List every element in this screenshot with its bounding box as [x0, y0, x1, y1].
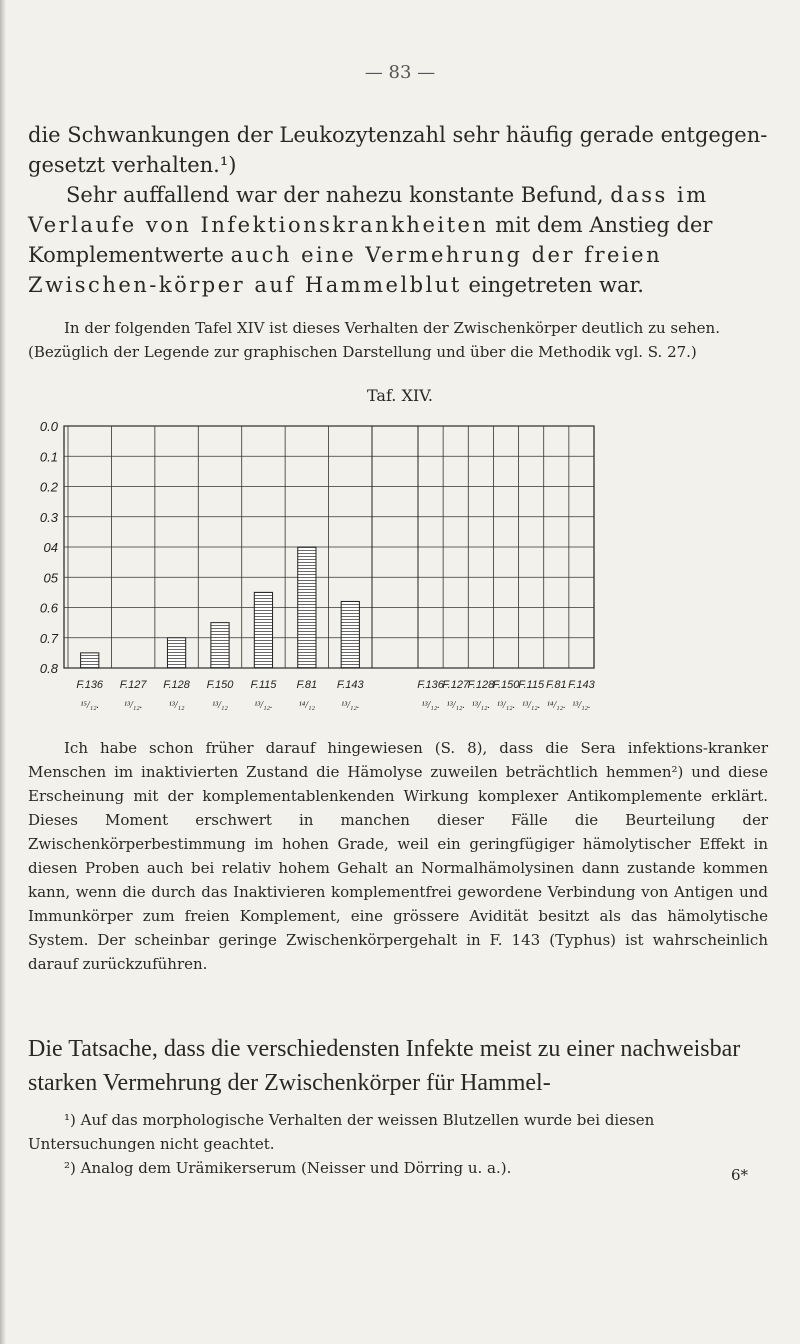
y-tick-label: 0.8 [39, 661, 58, 676]
right-group-category-label: F.128 [467, 679, 495, 691]
paragraph-conclusion: Die Tatsache, dass die verschiedensten Infekte meist zu einer nachweisbar starken Vermehrung der Zwischenkörper für Hammel- [28, 1036, 741, 1096]
left-group-date-label: ¹³/₁₂. [124, 700, 143, 711]
left-group-date-label: ¹⁵/₁₂. [80, 700, 100, 711]
paragraph-intro-line1: die Schwankungen der Leukozytenzahl sehr häufig gerade entgegen-gesetzt verhalten.¹) [28, 123, 768, 177]
right-group-category-label: F.127 [442, 679, 470, 691]
y-tick-label: 04 [43, 540, 58, 555]
paragraph-intro [28, 120, 768, 300]
left-group-category-label: F.150 [206, 679, 234, 691]
left-group-bar [254, 592, 272, 668]
paragraph-intro-text3: eingetreten war. [461, 273, 644, 297]
footnotes [28, 1108, 768, 1180]
left-group-bar [341, 601, 359, 668]
right-group-date-label: ¹³/₁₂. [421, 700, 440, 711]
table-title: Taf. XIV. [366, 386, 434, 405]
footnote-1: ¹) Auf das morphologische Verhalten der weissen Blutzellen wurde bei diesen Untersuchungen nicht geachtet. [28, 1111, 655, 1153]
left-group-category-label: F.127 [119, 679, 147, 691]
left-group-bar [211, 623, 229, 668]
bar-chart [28, 414, 728, 726]
left-group-date-label: ¹³/₁₂ [168, 700, 185, 711]
right-group-category-label: F.143 [568, 679, 595, 691]
right-group-category-label: F.81 [545, 679, 567, 691]
left-group-bar [81, 653, 99, 668]
paragraph-intro-text2: mit dem Anstieg der Komplementwerte [28, 213, 713, 267]
right-group-category-label: F.136 [417, 679, 444, 691]
left-group-date-label: ¹³/₁₂. [254, 700, 273, 711]
left-group-bar [298, 547, 316, 668]
y-tick-label: 0.3 [39, 509, 58, 525]
left-group-category-label: F.143 [336, 679, 364, 691]
right-group-date-label: ¹³/₁₂. [446, 700, 465, 711]
left-group-date-label: ¹³/₁₂ [212, 700, 228, 711]
left-group-bar [167, 638, 185, 668]
right-group-date-label: ¹³/₁₂. [522, 700, 541, 711]
paragraph-intro-text: Sehr auffallend war der nahezu konstante Befund, [66, 183, 611, 207]
left-group-category-label: F.115 [250, 679, 277, 691]
y-tick-label: 0.2 [39, 479, 58, 495]
sheet-number: 6* [730, 1166, 748, 1184]
left-group-category-label: F.81 [296, 679, 318, 691]
right-group-category-label: F.115 [518, 679, 545, 691]
emphasis-increase: auch eine Vermehrung der freien Zwischen-körper auf Hammelblut [28, 243, 663, 297]
y-tick-label: 0.1 [39, 449, 58, 465]
y-tick-label: 0.0 [39, 419, 58, 434]
scan-edge-shadow [0, 0, 6, 1344]
left-group-date-label: ¹³/₁₂. [341, 700, 360, 711]
left-group-date-label: ¹⁴/₁₂ [298, 700, 315, 711]
y-tick-label: 05 [43, 570, 58, 586]
page-number: — 83 — [364, 62, 436, 83]
left-group-category-label: F.136 [76, 679, 104, 691]
paragraph-table-intro: In der folgenden Tafel XIV ist dieses Verhalten der Zwischenkörper deutlich zu sehen. (Bezüglich der Legende zur graphischen Darstellung und über die Methodik vgl. S. 27.) [28, 319, 720, 361]
emphasis-infection: dass im Verlaufe von Infektionskrankheiten [28, 183, 709, 237]
right-group-date-label: ¹³/₁₂. [572, 700, 591, 711]
right-group-category-label: F.150 [492, 679, 520, 691]
right-group-date-label: ¹³/₁₂. [471, 700, 490, 711]
left-group-category-label: F.128 [163, 679, 190, 691]
y-tick-label: 0.7 [39, 630, 58, 646]
y-tick-label: 0.6 [39, 600, 58, 616]
right-group-date-label: ¹⁴/₁₂. [546, 700, 566, 711]
paragraph-discussion: Ich habe schon früher darauf hingewiesen (S. 8), dass die Sera infektions-kranker Menschen im inaktivierten Zustand die Hämolyse zuweilen beträchtlich hemmen²) und diese Erscheinung mit der komplementablenkenden Wirkung komplexer Antikomplemente erklärt. Dieses Moment erschwert in manchen dieser Fälle die Beurteilung der Zwischenkörperbestimmung im hohen Grade, weil ein geringfügiger hämolytischer Effekt in diesen Proben auch bei relativ hohem Gehalt an Normalhämolysinen dann zustande kommen kann, wenn die durch das Inaktivieren komplementfrei gewordene Verbindung von Antigen und Immunkörper zum freien Komplement, eine grössere Avidität besitzt als das hämolytische System. Der scheinbar geringe Zwischenkörpergehalt in F. 143 (Typhus) ist wahrscheinlich darauf zurückzuführen. [28, 739, 768, 973]
right-group-date-label: ¹³/₁₂. [496, 700, 516, 711]
footnote-2: ²) Analog dem Urämikerserum (Neisser und Dörring u. a.). [64, 1159, 512, 1177]
